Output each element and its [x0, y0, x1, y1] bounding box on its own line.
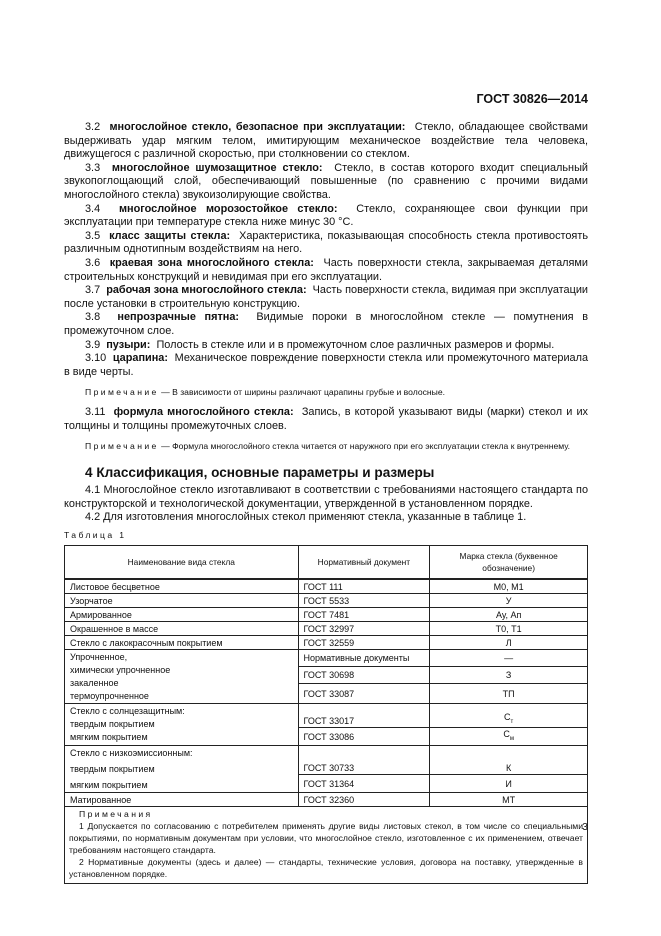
clause-number: 3.3	[85, 161, 101, 174]
table-row	[65, 746, 588, 775]
doc-cell: ГОСТ 33086	[298, 728, 430, 746]
doc-cell: ГОСТ 33087	[298, 684, 430, 704]
section-heading: 4 Классификация, основные параметры и размеры	[85, 465, 435, 481]
mark-cell: З	[430, 666, 588, 683]
note-item: 1 Допускается по согласованию с потребителем применять другие виды листовых стекол, в том числе со специальными покрытиями, по нормативным документам при условии, что многослойное стекло, изготовленное с их применением, отвечает требованиям настоящего стандарта.	[69, 821, 583, 856]
name-cell: Окрашенное в массе	[65, 622, 299, 636]
paragraph-4-1: 4.1 Многослойное стекло изготавливают в соответствии с требованиями настоящего стандарта по конструкторской и технологической документации, утвержденной в установленном порядке.	[64, 484, 588, 510]
definition-text: Характеристика, показывающая способность стекла противостоять различным однотипным воздействиям на него.	[64, 229, 588, 256]
definition-3-4	[64, 203, 588, 230]
header-mark: Марка стекла (буквенное обозначение)	[430, 546, 588, 580]
doc-cell: ГОСТ 5533	[298, 594, 430, 608]
solar-name: Стекло с солнцезащитным: твердым покрытием мягким покрытием	[65, 704, 299, 746]
term: пузыри:	[106, 338, 151, 351]
clause-number: 3.9	[85, 338, 101, 351]
term: формула многослойного стекла:	[113, 406, 294, 419]
clause-number: 3.2	[85, 121, 101, 133]
clause-number: 3.11	[85, 406, 106, 419]
table-row	[65, 622, 588, 636]
table-row	[65, 704, 588, 728]
table-row	[65, 636, 588, 650]
definition-3-2	[64, 121, 588, 162]
clause-number: 3.6	[85, 256, 101, 269]
mark-cell: МТ	[430, 793, 588, 807]
term: многослойное морозостойкое стекло:	[118, 202, 338, 215]
definition-text: Стекло, в состав которого входит специальный звукопоглощающий слой, обеспечивающий повышенные (по сравнению с прочими видами многослойного стекла) звукоизолирующие свойства.	[64, 161, 588, 201]
mark-cell: ТП	[430, 684, 588, 704]
definition-text: Стекло, сохраняющее свои функции при эксплуатации при температуре стекла ниже минус 30 °С.	[64, 202, 588, 229]
table-row	[65, 793, 588, 807]
clause-number: 3.4	[85, 202, 101, 215]
note-formula	[64, 440, 588, 452]
table-row	[65, 608, 588, 622]
doc-cell: ГОСТ 30733	[298, 746, 430, 775]
definitions	[64, 121, 588, 379]
mark-cell: М0, М1	[430, 579, 588, 594]
mark-cell: $С_м$	[430, 728, 588, 746]
note-text: — В зависимости от ширины различают царапины грубые и волосные.	[161, 387, 446, 398]
page-number: 3	[582, 821, 588, 833]
clause-number: 3.7	[85, 284, 101, 297]
definition-text: Запись, в которой указывают виды (марки) стекол и их толщины и толщины промежуточных слоев.	[64, 406, 588, 432]
clause-number: 3.10	[85, 352, 107, 365]
term: царапина:	[112, 352, 168, 365]
mark-cell: Т0, Т1	[430, 622, 588, 636]
note-item: 2 Нормативные документы (здесь и далее) — стандарты, технические условия, договора на поставку, утвержденные в установленном порядке.	[69, 857, 583, 880]
term: класс защиты стекла:	[109, 229, 231, 242]
table-notes-row	[65, 807, 588, 884]
mark-cell: К	[430, 746, 588, 775]
definition-3-8	[64, 311, 588, 338]
note-scratch	[64, 386, 588, 398]
table-notes	[65, 807, 588, 884]
mark-cell: Ау, Ап	[430, 608, 588, 622]
mark-cell: Л	[430, 636, 588, 650]
definition-3-6	[64, 257, 588, 284]
name-cell: Стекло с лакокрасочным покрытием	[65, 636, 299, 650]
definition-3-11	[64, 406, 588, 433]
clause-number: 3.8	[85, 311, 101, 324]
definition-text: Стекло, обладающее свойствами выдерживать удар мягким телом, имитирующим механическое воздействие тела человека, движущегося с различной скоростью, при столкновении со стеклом.	[64, 121, 588, 161]
term: рабочая зона многослойного стекла:	[106, 284, 307, 297]
definition-text: Часть поверхности стекла, закрываемая деталями строительных конструкций и невидимая при его эксплуатации.	[64, 256, 588, 283]
doc-cell: ГОСТ 111	[298, 579, 430, 594]
table-row	[65, 579, 588, 594]
definition-3-9	[64, 339, 588, 353]
note-label: Примечание	[85, 441, 159, 452]
header-document: Нормативный документ	[298, 546, 430, 580]
term: краевая зона многослойного стекла:	[109, 256, 314, 269]
page-body	[64, 121, 588, 884]
mark-cell: У	[430, 594, 588, 608]
term: многослойное шумозащитное стекло:	[111, 161, 323, 174]
definition-3-7	[64, 284, 588, 311]
glass-types-table	[64, 545, 588, 884]
table-row	[65, 650, 588, 666]
definition-3-5	[64, 230, 588, 257]
mark-cell: —	[430, 650, 588, 666]
definition-3-10	[64, 352, 588, 379]
paragraph-4-2: 4.2 Для изготовления многослойных стекол применяют стекла, указанные в таблице 1.	[85, 511, 527, 524]
lowe-name: Стекло с низкоэмиссионным: твердым покрытием мягким покрытием	[65, 746, 299, 793]
note-label: Примечание	[85, 387, 159, 398]
doc-cell: ГОСТ 32559	[298, 636, 430, 650]
doc-cell: ГОСТ 7481	[298, 608, 430, 622]
mark-cell: И	[430, 774, 588, 792]
document-header: ГОСТ 30826—2014	[476, 92, 588, 106]
name-cell: Узорчатое	[65, 594, 299, 608]
doc-cell: ГОСТ 31364	[298, 774, 430, 792]
notes-title: Примечания	[79, 809, 153, 820]
doc-cell: ГОСТ 33017	[298, 704, 430, 728]
doc-cell: ГОСТ 30698	[298, 666, 430, 683]
header-name: Наименование вида стекла	[65, 546, 299, 580]
doc-cell: ГОСТ 32997	[298, 622, 430, 636]
table-caption: Таблица 1	[64, 529, 127, 540]
definition-3-3	[64, 162, 588, 203]
name-cell: Листовое бесцветное	[65, 579, 299, 594]
name-cell: Матированное	[65, 793, 299, 807]
definition-text: Видимые пороки в многослойном стекле — помутнения в промежуточном слое.	[64, 311, 588, 337]
definition-text: Полость в стекле или и в промежуточном слое различных размеров и формы.	[156, 338, 555, 351]
mark-cell: $С_т$	[430, 704, 588, 728]
definition-text: Часть поверхности стекла, видимая при эксплуатации после установки в строительную конструкцию.	[64, 284, 588, 310]
term: непрозрачные пятна:	[117, 311, 240, 324]
note-text: — Формула многослойного стекла читается от наружного при его эксплуатации стекла к внутреннему.	[161, 441, 571, 452]
strengthened-name: Упрочненное, химически упрочненное закаленное термоупрочненное	[65, 650, 299, 704]
doc-cell: ГОСТ 32360	[298, 793, 430, 807]
name-cell: Армированное	[65, 608, 299, 622]
term: многослойное стекло, безопасное при эксплуатации:	[109, 121, 406, 133]
table-row	[65, 594, 588, 608]
doc-cell: Нормативные документы	[298, 650, 430, 666]
clause-number: 3.5	[85, 229, 101, 242]
definition-text: Механическое повреждение поверхности стекла или промежуточного материала в виде черты.	[64, 352, 589, 378]
